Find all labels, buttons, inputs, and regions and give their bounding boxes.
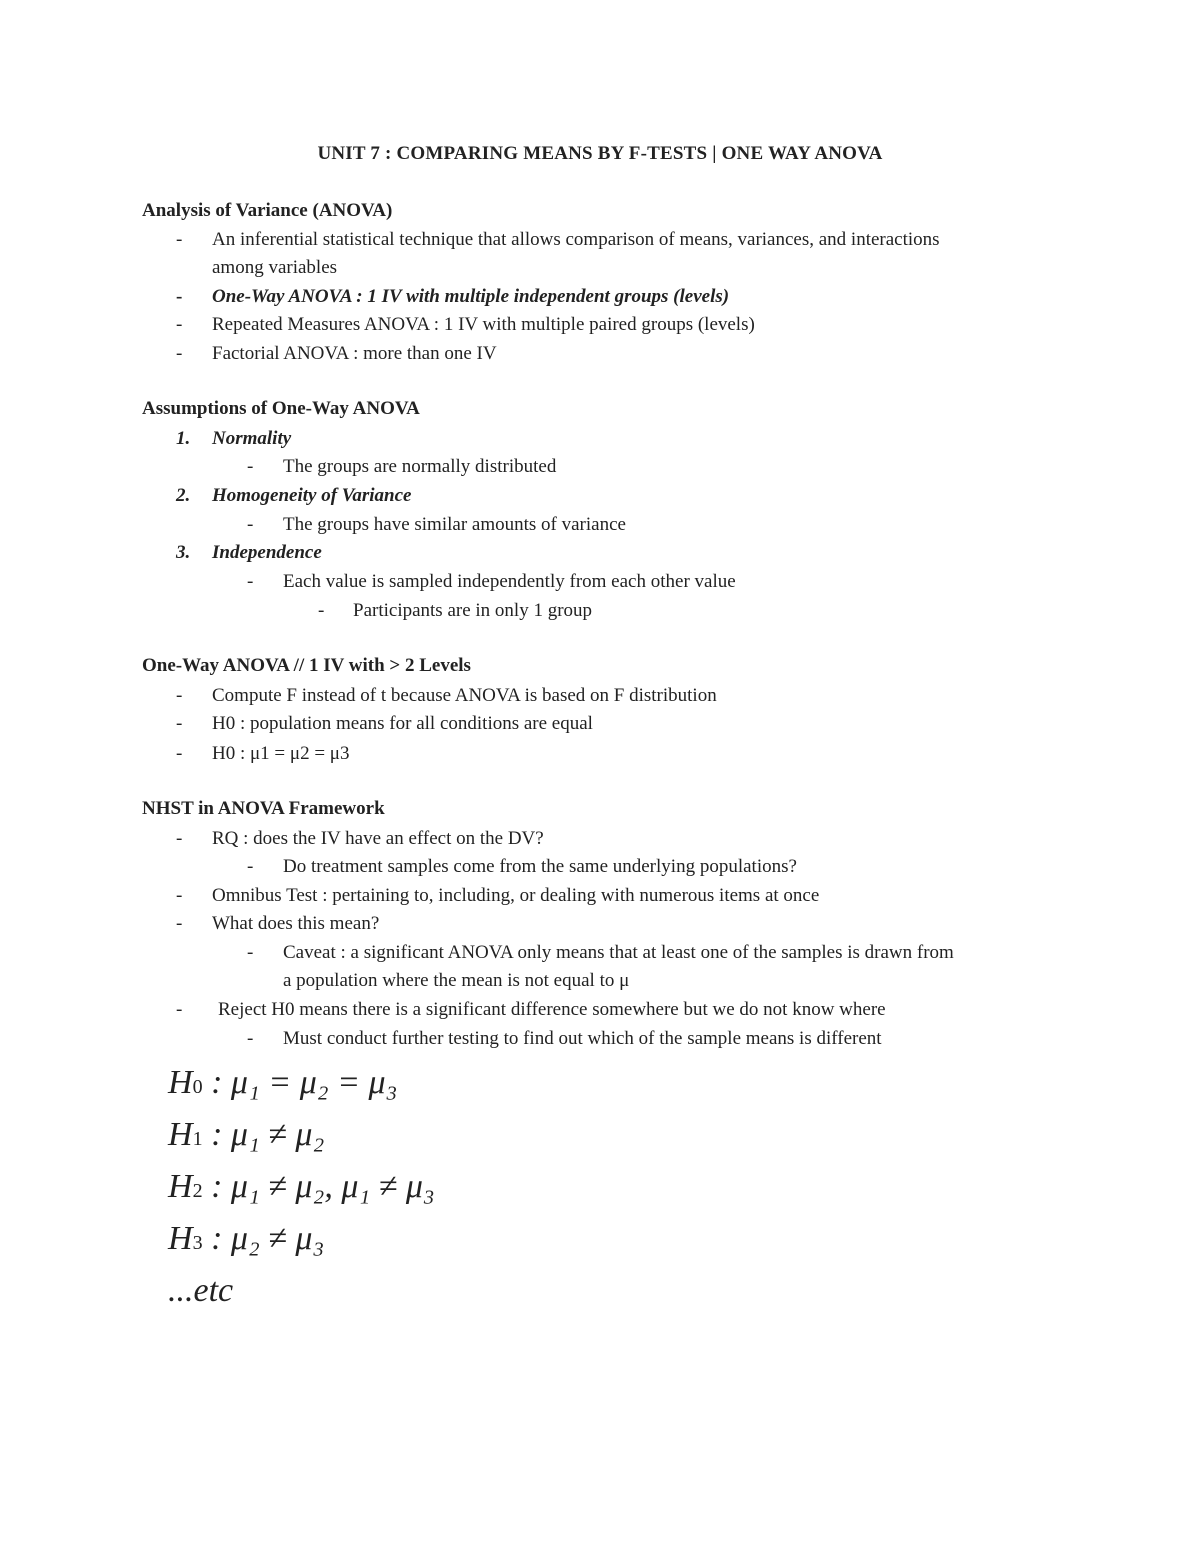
- assumption-detail: Each value is sampled independently from each other value: [283, 571, 736, 592]
- eq-h-sub: 1: [192, 1128, 203, 1150]
- bullet-dash: -: [176, 713, 183, 734]
- eq-h-sub: 0: [192, 1076, 203, 1098]
- bullet-dash: -: [247, 456, 254, 477]
- list-item: Compute F instead of t because ANOVA is based on F distribution: [212, 685, 717, 706]
- list-item: H0 : population means for all conditions are equal: [212, 713, 593, 734]
- list-subitem: Must conduct further testing to find out which of the sample means is different: [283, 1028, 882, 1049]
- eq-h: H: [168, 1168, 193, 1205]
- list-item: Reject H0 means there is a significant difference somewhere but we do not know where: [218, 999, 886, 1020]
- bullet-dash: -: [247, 571, 254, 592]
- section-heading-assumptions: Assumptions of One-Way ANOVA: [142, 398, 420, 419]
- eq-h-sub: 2: [192, 1180, 203, 1202]
- eq-rest: : μ₁ = μ₂ = μ₃: [211, 1064, 398, 1101]
- bullet-dash: -: [176, 828, 183, 849]
- assumption-detail: The groups are normally distributed: [283, 456, 557, 477]
- equation-h2: [168, 1168, 435, 1206]
- assumption-label: Independence: [212, 542, 322, 563]
- list-item-emphasized: One-Way ANOVA : 1 IV with multiple independent groups (levels): [212, 286, 730, 307]
- bullet-dash: -: [176, 685, 183, 706]
- list-item: H0 : μ1 = μ2 = μ3: [212, 743, 350, 764]
- eq-h: H: [168, 1116, 193, 1153]
- bullet-dash: -: [176, 229, 183, 250]
- equation-h3: [168, 1220, 324, 1258]
- list-subitem-continuation: a population where the mean is not equal to μ: [283, 970, 630, 991]
- bullet-dash: -: [247, 514, 254, 535]
- bullet-dash: -: [247, 942, 254, 963]
- bullet-dash: -: [176, 885, 183, 906]
- equation-etc: [168, 1272, 233, 1310]
- bullet-dash: -: [176, 286, 183, 307]
- bullet-dash: -: [176, 314, 183, 335]
- section-heading-anova: Analysis of Variance (ANOVA): [142, 200, 393, 221]
- bullet-dash: -: [176, 343, 183, 364]
- assumption-detail: The groups have similar amounts of variance: [283, 514, 626, 535]
- list-number: 2.: [176, 485, 191, 506]
- bullet-dash: -: [247, 1028, 254, 1049]
- eq-h: H: [168, 1220, 193, 1257]
- equation-h0: [168, 1064, 397, 1102]
- list-item-continuation: among variables: [212, 257, 338, 278]
- list-number: 1.: [176, 428, 191, 449]
- bullet-dash: -: [176, 999, 183, 1020]
- list-item: Repeated Measures ANOVA : 1 IV with multiple paired groups (levels): [212, 314, 755, 335]
- section-heading-nhst: NHST in ANOVA Framework: [142, 798, 385, 819]
- list-item: RQ : does the IV have an effect on the DV?: [212, 828, 544, 849]
- bullet-dash: -: [318, 600, 325, 621]
- eq-rest: : μ₁ ≠ μ₂, μ₁ ≠ μ₃: [211, 1168, 435, 1205]
- page-title: UNIT 7 : COMPARING MEANS BY F-TESTS | ONE WAY ANOVA: [317, 143, 883, 164]
- list-item: An inferential statistical technique that allows comparison of means, variances, and interactions: [212, 229, 940, 250]
- section-heading-oneway: One-Way ANOVA // 1 IV with > 2 Levels: [142, 655, 471, 676]
- bullet-dash: -: [176, 913, 183, 934]
- eq-etc: ...etc: [168, 1272, 234, 1309]
- eq-rest: : μ₁ ≠ μ₂: [211, 1116, 325, 1153]
- list-subitem: Caveat : a significant ANOVA only means that at least one of the samples is drawn from: [283, 942, 954, 963]
- list-item: What does this mean?: [212, 913, 380, 934]
- eq-h-sub: 3: [192, 1232, 203, 1254]
- equation-h1: [168, 1116, 324, 1154]
- list-number: 3.: [176, 542, 191, 563]
- assumption-subdetail: Participants are in only 1 group: [353, 600, 593, 621]
- list-item: Factorial ANOVA : more than one IV: [212, 343, 497, 364]
- list-subitem: Do treatment samples come from the same underlying populations?: [283, 856, 797, 877]
- assumption-label: Normality: [212, 428, 292, 449]
- bullet-dash: -: [247, 856, 254, 877]
- assumption-label: Homogeneity of Variance: [212, 485, 412, 506]
- eq-h: H: [168, 1064, 193, 1101]
- eq-rest: : μ₂ ≠ μ₃: [211, 1220, 325, 1257]
- bullet-dash: -: [176, 743, 183, 764]
- list-item: Omnibus Test : pertaining to, including, or dealing with numerous items at once: [212, 885, 820, 906]
